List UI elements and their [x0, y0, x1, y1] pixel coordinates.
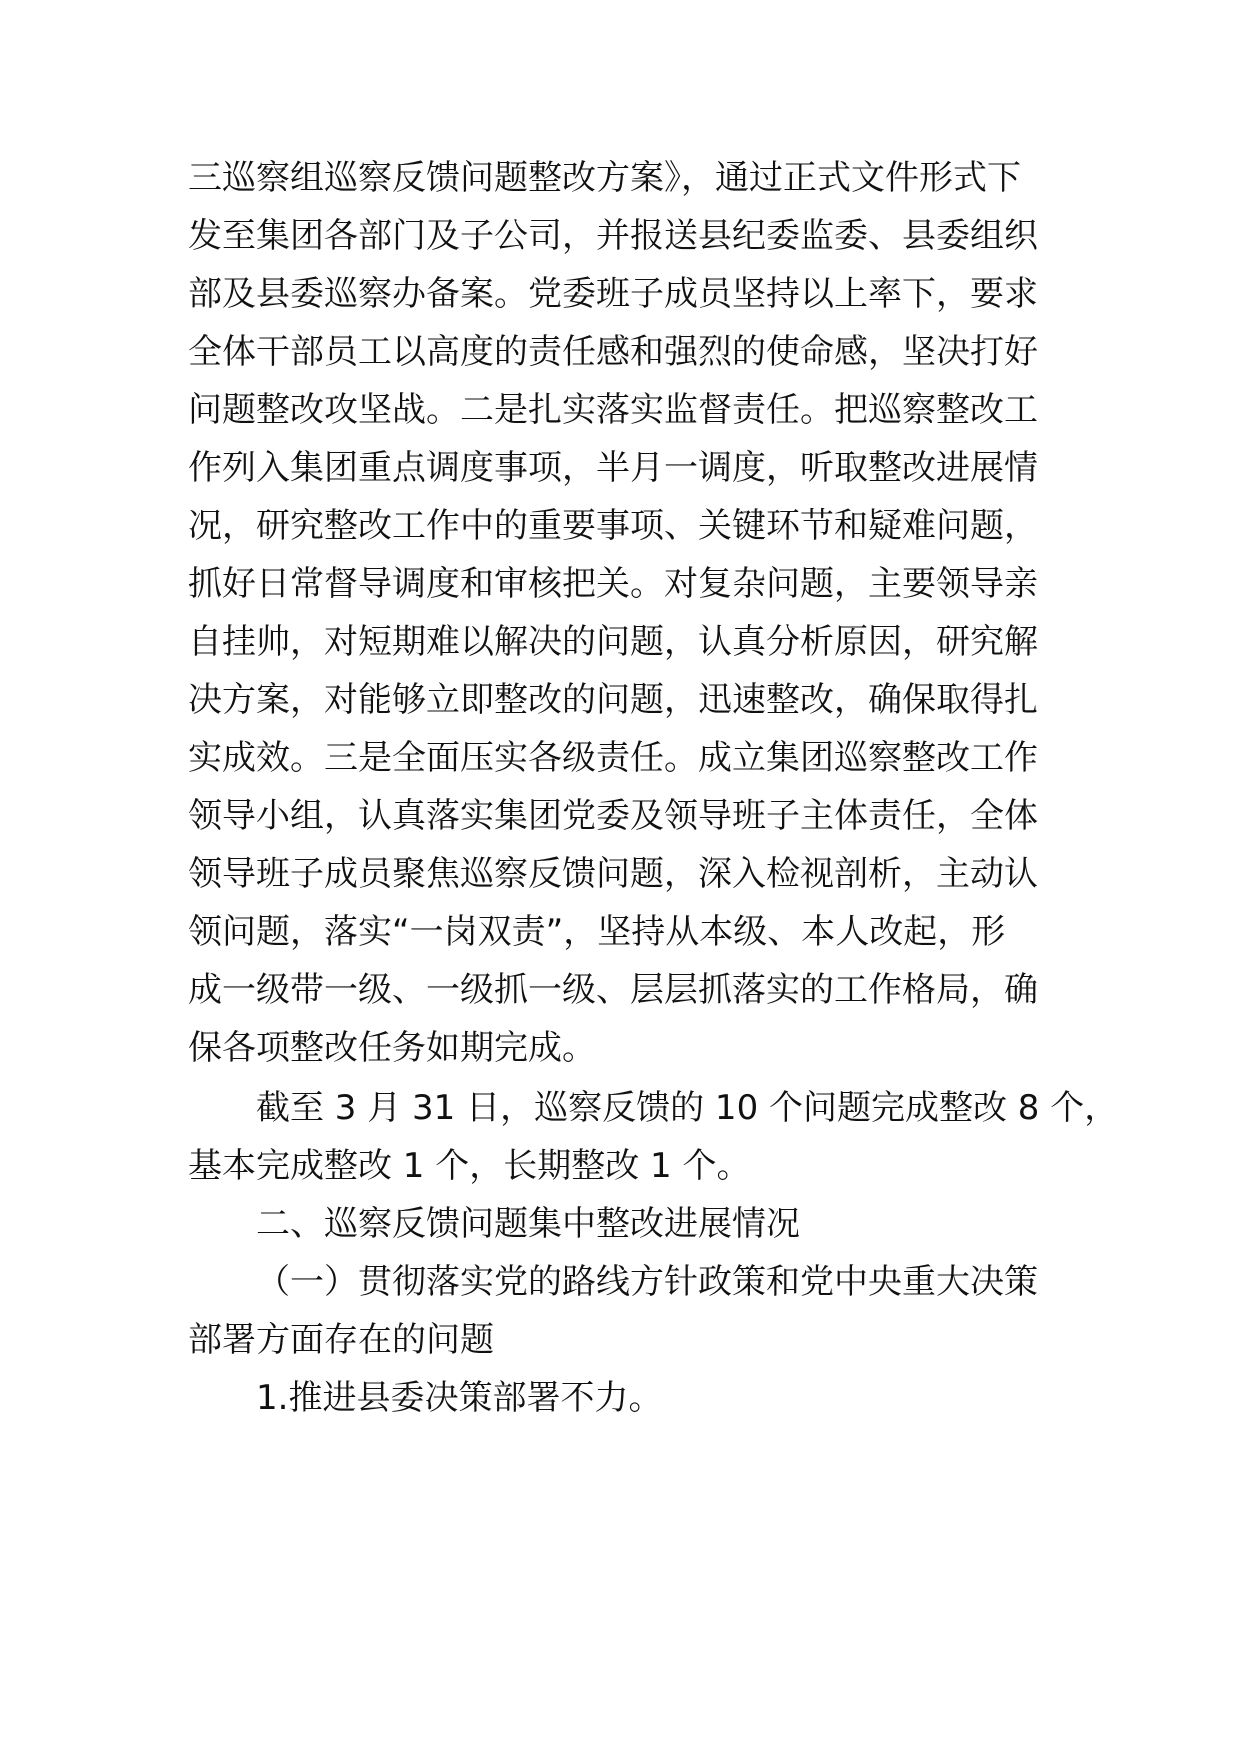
status-paragraph-line: 基本完成整改 1 个，长期整改 1 个。 — [188, 1146, 751, 1186]
paragraph-line: 作列入集团重点调度事项，半月一调度，听取整改进展情 — [188, 448, 1038, 488]
paragraph-line: 全体干部员工以高度的责任感和强烈的使命感，坚决打好 — [188, 332, 1038, 372]
paragraph-line: 领问题，落实“一岗双责”，坚持从本级、本人改起，形 — [188, 912, 1006, 952]
subsection-heading-line: 部署方面存在的问题 — [188, 1320, 494, 1360]
paragraph-line: 部及县委巡察办备案。党委班子成员坚持以上率下，要求 — [188, 274, 1038, 314]
item-heading: 1.推进县委决策部署不力。 — [256, 1378, 663, 1418]
section-heading: 二、巡察反馈问题集中整改进展情况 — [256, 1204, 800, 1244]
paragraph-line: 况，研究整改工作中的重要事项、关键环节和疑难问题， — [188, 506, 1038, 546]
paragraph-line: 决方案，对能够立即整改的问题，迅速整改，确保取得扎 — [188, 680, 1038, 720]
status-paragraph-line: 截至 3 月 31 日，巡察反馈的 10 个问题完成整改 8 个， — [256, 1088, 1119, 1128]
paragraph-line: 实成效。三是全面压实各级责任。成立集团巡察整改工作 — [188, 738, 1038, 778]
paragraph-line: 自挂帅，对短期难以解决的问题，认真分析原因，研究解 — [188, 622, 1038, 662]
paragraph-line: 成一级带一级、一级抓一级、层层抓落实的工作格局，确 — [188, 970, 1038, 1010]
paragraph-line: 问题整改攻坚战。二是扎实落实监督责任。把巡察整改工 — [188, 390, 1038, 430]
paragraph-line: 保各项整改任务如期完成。 — [188, 1028, 596, 1068]
paragraph-line: 抓好日常督导调度和审核把关。对复杂问题，主要领导亲 — [188, 564, 1038, 604]
subsection-heading-line: （一）贯彻落实党的路线方针政策和党中央重大决策 — [256, 1262, 1038, 1302]
paragraph-line: 发至集团各部门及子公司，并报送县纪委监委、县委组织 — [188, 216, 1038, 256]
paragraph-line: 三巡察组巡察反馈问题整改方案》，通过正式文件形式下 — [188, 158, 1021, 198]
paragraph-line: 领导小组，认真落实集团党委及领导班子主体责任，全体 — [188, 796, 1038, 836]
paragraph-line: 领导班子成员聚焦巡察反馈问题，深入检视剖析，主动认 — [188, 854, 1038, 894]
